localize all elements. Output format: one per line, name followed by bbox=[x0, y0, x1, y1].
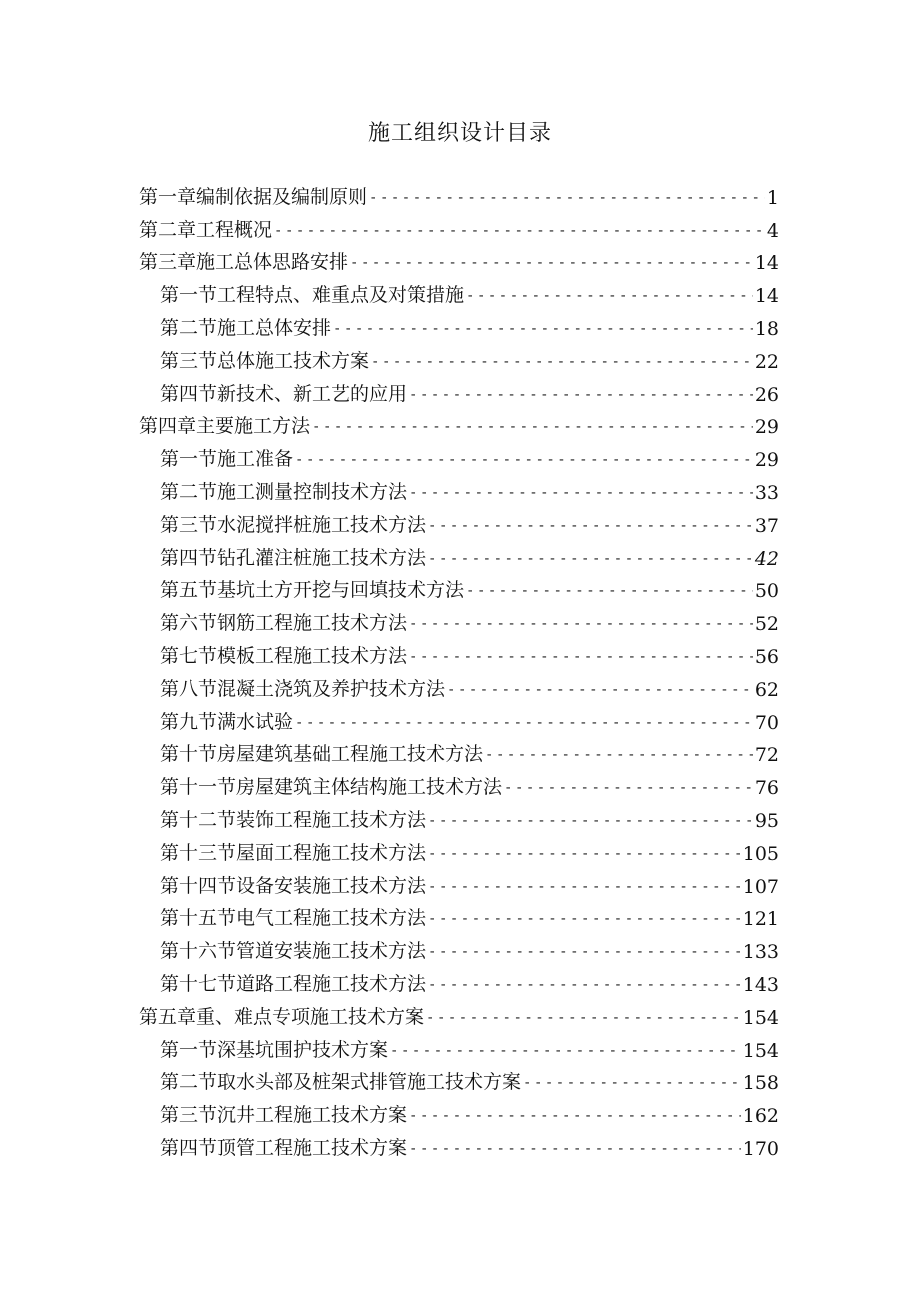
toc-dot-leader bbox=[428, 518, 753, 534]
toc-dot-leader bbox=[447, 682, 753, 698]
toc-entry-label: 第六节钢筋工程施工技术方法 bbox=[160, 612, 408, 635]
toc-entry-page-number: 162 bbox=[742, 1105, 779, 1128]
toc-entry-page-number: 33 bbox=[754, 481, 779, 504]
toc-section-entry[interactable] bbox=[139, 701, 779, 734]
toc-entry-label: 第十四节设备安装施工技术方法 bbox=[160, 874, 427, 897]
toc-section-entry[interactable] bbox=[139, 832, 779, 865]
toc-section-entry[interactable] bbox=[139, 570, 779, 603]
toc-entry-page-number: 29 bbox=[754, 449, 779, 472]
toc-chapter-entry[interactable] bbox=[139, 406, 779, 439]
toc-entry-page-number: 170 bbox=[742, 1137, 779, 1160]
toc-dot-leader bbox=[428, 977, 741, 993]
toc-dot-leader bbox=[390, 1043, 741, 1059]
toc-entry-page-number: 22 bbox=[754, 350, 779, 373]
toc-entry-label: 第七节模板工程施工技术方法 bbox=[160, 644, 408, 667]
toc-entry-page-number: 121 bbox=[742, 908, 779, 931]
toc-entry-label: 第一章编制依据及编制原则 bbox=[139, 185, 368, 208]
toc-entry-label: 第一节施工准备 bbox=[160, 448, 294, 471]
toc-entry-page-number: 29 bbox=[754, 416, 779, 439]
toc-section-entry[interactable] bbox=[139, 537, 779, 570]
toc-entry-page-number: 26 bbox=[754, 383, 779, 406]
toc-dot-leader bbox=[295, 715, 753, 731]
toc-entry-label: 第五章重、难点专项施工技术方案 bbox=[139, 1005, 425, 1028]
toc-entry-label: 第九节满水试验 bbox=[160, 710, 294, 733]
toc-section-entry[interactable] bbox=[139, 307, 779, 340]
toc-section-entry[interactable] bbox=[139, 1062, 779, 1095]
toc-entry-label: 第十三节屋面工程施工技术方法 bbox=[160, 841, 427, 864]
toc-entry-page-number: 72 bbox=[754, 744, 779, 767]
toc-dot-leader bbox=[466, 288, 753, 304]
toc-section-entry[interactable] bbox=[139, 274, 779, 307]
toc-entry-page-number: 1 bbox=[766, 186, 779, 209]
toc-entry-page-number: 154 bbox=[742, 1006, 779, 1029]
toc-entry-label: 第十一节房屋建筑主体结构施工技术方法 bbox=[160, 776, 503, 799]
toc-entry-page-number: 14 bbox=[754, 285, 779, 308]
toc-entry-page-number: 4 bbox=[766, 219, 779, 242]
toc-dot-leader bbox=[369, 190, 765, 206]
toc-dot-leader bbox=[426, 1010, 741, 1026]
toc-dot-leader bbox=[428, 551, 753, 567]
toc-section-entry[interactable] bbox=[139, 898, 779, 931]
toc-dot-leader bbox=[295, 452, 753, 468]
toc-section-entry[interactable] bbox=[139, 373, 779, 406]
toc-entry-page-number: 154 bbox=[742, 1039, 779, 1062]
toc-entry-label: 第四章主要施工方法 bbox=[139, 415, 311, 438]
toc-section-entry[interactable] bbox=[139, 504, 779, 537]
toc-entry-label: 第三节水泥搅拌桩施工技术方法 bbox=[160, 513, 427, 536]
toc-dot-leader bbox=[274, 223, 765, 239]
toc-chapter-entry[interactable] bbox=[139, 209, 779, 242]
toc-chapter-entry[interactable] bbox=[139, 996, 779, 1029]
toc-dot-leader bbox=[428, 846, 741, 862]
toc-dot-leader bbox=[409, 1108, 741, 1124]
toc-entry-label: 第十节房屋建筑基础工程施工技术方法 bbox=[160, 743, 484, 766]
toc-section-entry[interactable] bbox=[139, 668, 779, 701]
toc-entry-label: 第二节施工测量控制技术方法 bbox=[160, 480, 408, 503]
toc-entry-label: 第十五节电气工程施工技术方法 bbox=[160, 907, 427, 930]
table-of-contents bbox=[139, 176, 779, 1160]
toc-section-entry[interactable] bbox=[139, 1029, 779, 1062]
toc-section-entry[interactable] bbox=[139, 766, 779, 799]
toc-entry-page-number: 158 bbox=[742, 1072, 779, 1095]
toc-entry-page-number: 95 bbox=[754, 809, 779, 832]
toc-entry-label: 第十七节道路工程施工技术方法 bbox=[160, 972, 427, 995]
toc-entry-page-number: 62 bbox=[754, 678, 779, 701]
toc-dot-leader bbox=[350, 255, 753, 271]
toc-entry-label: 第十二节装饰工程施工技术方法 bbox=[160, 808, 427, 831]
toc-entry-page-number: 37 bbox=[754, 514, 779, 537]
toc-entry-label: 第一节深基坑围护技术方案 bbox=[160, 1038, 389, 1061]
toc-entry-label: 第二章工程概况 bbox=[139, 218, 273, 241]
toc-section-entry[interactable] bbox=[139, 438, 779, 471]
toc-entry-label: 第二节施工总体安排 bbox=[160, 316, 332, 339]
page-title: 施工组织设计目录 bbox=[367, 121, 552, 146]
toc-dot-leader bbox=[466, 583, 753, 599]
toc-entry-page-number: 18 bbox=[754, 317, 779, 340]
toc-entry-page-number: 70 bbox=[754, 711, 779, 734]
toc-dot-leader bbox=[409, 485, 753, 501]
toc-section-entry[interactable] bbox=[139, 799, 779, 832]
toc-entry-label: 第一节工程特点、难重点及对策措施 bbox=[160, 284, 465, 307]
toc-section-entry[interactable] bbox=[139, 1127, 779, 1160]
toc-entry-page-number: 76 bbox=[754, 777, 779, 800]
toc-dot-leader bbox=[428, 944, 741, 960]
toc-section-entry[interactable] bbox=[139, 635, 779, 668]
toc-entry-label: 第四节顶管工程施工技术方案 bbox=[160, 1136, 408, 1159]
toc-entry-page-number: 56 bbox=[754, 645, 779, 668]
toc-dot-leader bbox=[312, 419, 753, 435]
toc-section-entry[interactable] bbox=[139, 340, 779, 373]
toc-dot-leader bbox=[428, 911, 741, 927]
toc-section-entry[interactable] bbox=[139, 471, 779, 504]
toc-dot-leader bbox=[485, 747, 753, 763]
toc-entry-label: 第五节基坑土方开挖与回填技术方法 bbox=[160, 579, 465, 602]
toc-entry-label: 第四节新技术、新工艺的应用 bbox=[160, 382, 408, 405]
toc-entry-page-number: 14 bbox=[754, 252, 779, 275]
toc-section-entry[interactable] bbox=[139, 1094, 779, 1127]
toc-entry-page-number: 105 bbox=[742, 842, 779, 865]
toc-entry-label: 第三章施工总体思路安排 bbox=[139, 251, 349, 274]
toc-section-entry[interactable] bbox=[139, 734, 779, 767]
toc-entry-page-number: 52 bbox=[754, 613, 779, 636]
toc-dot-leader bbox=[371, 354, 753, 370]
toc-entry-label: 第八节混凝土浇筑及养护技术方法 bbox=[160, 677, 446, 700]
toc-entry-label: 第四节钻孔灌注桩施工技术方法 bbox=[160, 546, 427, 569]
toc-entry-page-number: 50 bbox=[754, 580, 779, 603]
toc-section-entry[interactable] bbox=[139, 865, 779, 898]
toc-entry-label: 第三节总体施工技术方案 bbox=[160, 349, 370, 372]
toc-dot-leader bbox=[523, 1075, 741, 1091]
toc-dot-leader bbox=[409, 616, 753, 632]
toc-chapter-entry[interactable] bbox=[139, 242, 779, 275]
toc-dot-leader bbox=[409, 649, 753, 665]
toc-dot-leader bbox=[428, 813, 753, 829]
toc-entry-page-number: 42 bbox=[754, 547, 779, 570]
toc-dot-leader bbox=[504, 780, 753, 796]
toc-section-entry[interactable] bbox=[139, 930, 779, 963]
toc-entry-label: 第二节取水头部及桩架式排管施工技术方案 bbox=[160, 1071, 522, 1094]
toc-section-entry[interactable] bbox=[139, 602, 779, 635]
toc-entry-label: 第十六节管道安装施工技术方法 bbox=[160, 940, 427, 963]
toc-entry-page-number: 133 bbox=[742, 941, 779, 964]
toc-entry-page-number: 143 bbox=[742, 973, 779, 996]
toc-dot-leader bbox=[409, 387, 753, 403]
toc-dot-leader bbox=[409, 1141, 741, 1157]
toc-dot-leader bbox=[428, 879, 741, 895]
toc-section-entry[interactable] bbox=[139, 963, 779, 996]
toc-chapter-entry[interactable] bbox=[139, 176, 779, 209]
toc-entry-label: 第三节沉井工程施工技术方案 bbox=[160, 1104, 408, 1127]
toc-dot-leader bbox=[333, 321, 753, 337]
toc-entry-page-number: 107 bbox=[742, 875, 779, 898]
